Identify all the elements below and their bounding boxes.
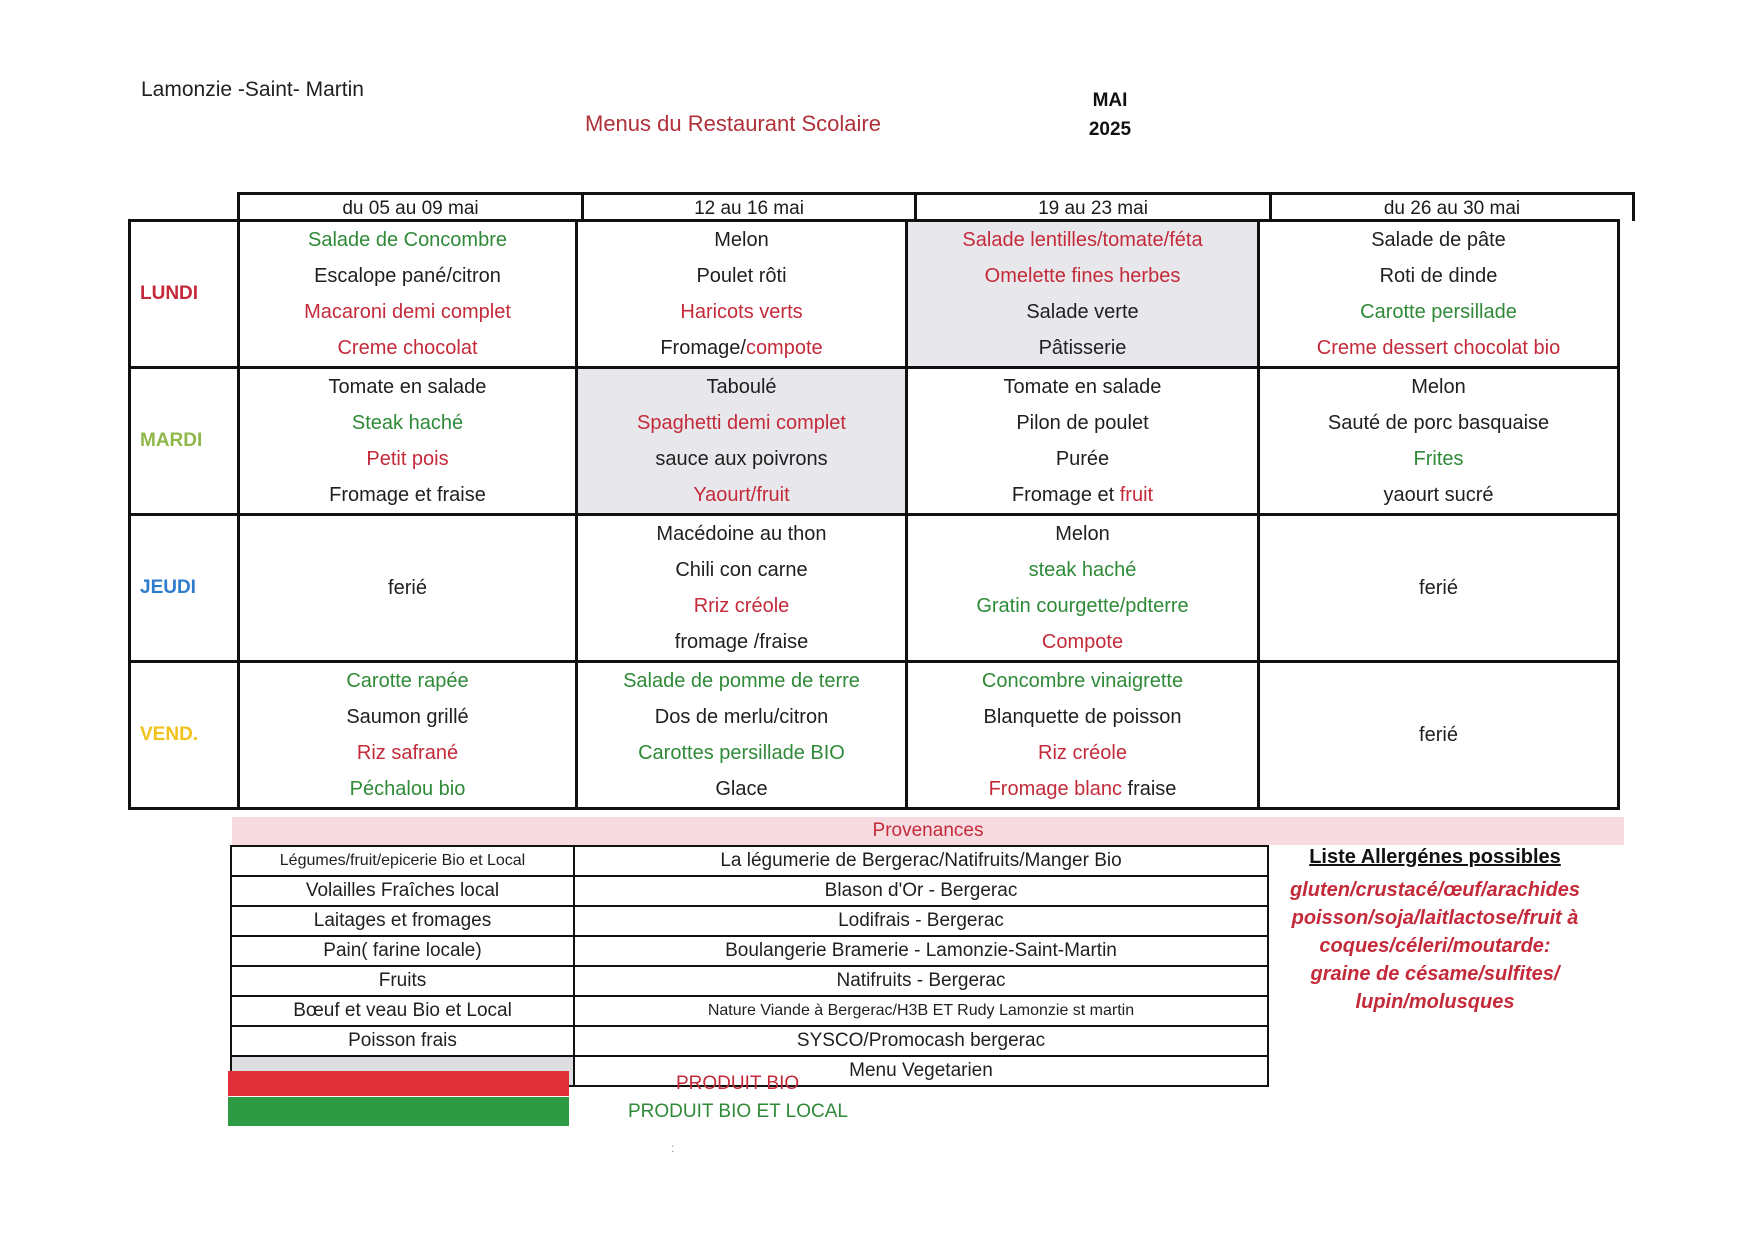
allergen-line: gluten/crustacé/œuf/arachides [1289,879,1581,901]
provenance-supplier: Lodifrais - Bergerac [574,906,1268,936]
provenance-source: Fruits [231,966,574,996]
menu-item-text: Fromage/ [660,337,746,359]
menu-item-text: Fromage blanc [988,778,1122,800]
menu-item-text: Fromage et [1011,484,1120,506]
menu-item-text: Saumon grillé [346,706,469,728]
menu-item-text: ferié [1419,724,1458,746]
menu-item [1260,330,1617,366]
menu-item [578,735,905,771]
menu-item [240,735,575,771]
menu-item-text: yaourt sucré [1383,484,1494,506]
menu-item [1260,717,1617,753]
menu-item-text: Creme chocolat [337,337,478,359]
menu-cell [239,221,577,368]
menu-item [908,552,1257,588]
day-label: JEUDI [130,515,239,662]
menu-item [908,405,1257,441]
menu-item-text: Roti de dinde [1379,265,1498,287]
page-title: Menus du Restaurant Scolaire [585,111,881,136]
menu-item-text: Riz safrané [356,742,459,764]
menu-item-text: Haricots verts [680,301,803,323]
menu-item-text: Taboulé [706,376,777,398]
provenance-supplier: Blason d'Or - Bergerac [574,876,1268,906]
menu-item [240,477,575,513]
week-2-header: 12 au 16 mai [581,195,914,221]
menu-item-text: Escalope pané/citron [314,265,501,287]
menu-item-text: Salade de Concombre [307,229,507,251]
menu-cell [907,515,1259,662]
menu-cell [907,368,1259,515]
menu-item [1260,222,1617,258]
provenance-row [231,876,1268,906]
menu-item-text: Spaghetti demi complet [636,412,846,434]
menu-item-text: Steak haché [351,412,464,434]
menu-row [130,368,1619,515]
menu-item-text: Salade verte [1026,301,1139,323]
menu-item [908,516,1257,552]
menu-item-text: Salade de pomme de terre [623,670,860,692]
menu-cell [577,368,907,515]
menu-item-text: Macédoine au thon [656,523,827,545]
menu-item-text: Carottes persillade BIO [638,742,845,764]
menu-cell [239,515,577,662]
menu-cell [1259,662,1619,809]
menu-item [240,369,575,405]
menu-item [908,369,1257,405]
menu-item [578,588,905,624]
menu-item-text: Macaroni demi complet [304,301,511,323]
menu-item-text: Yaourt/fruit [693,484,790,506]
menu-item-text: Melon [714,229,769,251]
menu-item [908,477,1257,513]
menu-item [908,699,1257,735]
menu-item [1260,294,1617,330]
legend-bio-label: PRODUIT BIO [676,1073,800,1094]
menu-item-text: Omelette fines herbes [984,265,1181,287]
menu-item [1260,477,1617,513]
provenance-source: Bœuf et veau Bio et Local [231,996,574,1026]
menu-item [240,771,575,807]
stray-mark: : [671,1141,675,1155]
allergen-title: Liste Allergénes possibles [1309,846,1561,868]
provenance-source: Poisson frais [231,1026,574,1056]
menu-item [1260,369,1617,405]
menu-item [908,258,1257,294]
menu-item-text: Carotte persillade [1360,301,1517,323]
provenance-row [231,846,1268,876]
menu-item [1260,405,1617,441]
menu-row [130,662,1619,809]
menu-cell [907,221,1259,368]
menu-item-text: Riz créole [1038,742,1127,764]
menu-item [578,699,905,735]
provenance-supplier: Boulangerie Bramerie - Lamonzie-Saint-Martin [574,936,1268,966]
menu-item-text: Sauté de porc basquaise [1327,412,1550,434]
provenance-source: Légumes/fruit/epicerie Bio et Local [231,846,574,876]
menu-item [578,294,905,330]
menu-item-text: Melon [1055,523,1110,545]
week-1-header: du 05 au 09 mai [342,198,479,219]
provenance-row [231,1026,1268,1056]
menu-item [578,405,905,441]
menu-cell [239,368,577,515]
provenance-source: Volailles Fraîches local [231,876,574,906]
menu-item [240,663,575,699]
menu-item-text: Purée [1055,448,1110,470]
menu-item [908,771,1257,807]
menu-item-text: fruit [1119,484,1154,506]
menu-item-text: Blanquette de poisson [983,706,1182,728]
provenance-supplier: SYSCO/Promocash bergerac [574,1026,1268,1056]
provenance-source: Laitages et fromages [231,906,574,936]
menu-item [908,294,1257,330]
menu-item-text: Salade de pâte [1371,229,1506,251]
menu-item-text: Fromage et fraise [329,484,486,506]
menu-item-text: Petit pois [366,448,449,470]
menu-item-text: Pâtisserie [1038,337,1127,359]
provenance-row [231,996,1268,1026]
menu-row [130,221,1619,368]
week-4-header: du 26 au 30 mai [1269,195,1632,221]
menu-item-text: ferié [1419,577,1458,599]
menu-item [908,588,1257,624]
menu-item [240,330,575,366]
allergen-list [1270,876,1600,1016]
provenance-supplier: La légumerie de Bergerac/Natifruits/Manger Bio [574,846,1268,876]
provenance-row [231,966,1268,996]
day-label: MARDI [130,368,239,515]
day-label: LUNDI [130,221,239,368]
allergen-line: lupin/molusques [1355,991,1515,1013]
menu-item-text: Gratin courgette/pdterre [976,595,1189,617]
provenance-supplier: Natifruits - Bergerac [574,966,1268,996]
menu-item-text: Carotte rapée [346,670,469,692]
menu-item [240,294,575,330]
month-year [1060,86,1160,144]
provenance-source: Pain( farine locale) [231,936,574,966]
menu-item [578,771,905,807]
menu-cell [577,662,907,809]
year-label: 2025 [1088,119,1132,140]
menu-item-text: Dos de merlu/citron [654,706,829,728]
menu-cell [577,515,907,662]
menu-cell [907,662,1259,809]
provenance-row [231,906,1268,936]
menu-item-text: ferié [388,577,427,599]
week-header [237,192,1635,221]
menu-item [578,552,905,588]
menu-item [908,222,1257,258]
menu-item-text: Chili con carne [675,559,808,581]
menu-item [240,222,575,258]
legend-bio-swatch [228,1071,569,1096]
menu-item-text: Concombre vinaigrette [981,670,1184,692]
month-label: MAI [1092,90,1128,111]
menu-cell [1259,221,1619,368]
menu-cell [577,221,907,368]
menu-item-text: steak haché [1028,559,1137,581]
menu-item [578,258,905,294]
menu-item [578,222,905,258]
week-3-header: 19 au 23 mai [914,195,1269,221]
menu-item [578,663,905,699]
menu-item-text: Salade lentilles/tomate/féta [962,229,1203,251]
menu-item [578,516,905,552]
menu-item-text: compote [745,337,823,359]
provenance-title: Provenances [872,820,984,841]
menu-item-text: Péchalou bio [349,778,466,800]
menu-item [240,405,575,441]
allergen-line: graine de césame/sulfites/ [1310,963,1560,985]
menu-item [578,441,905,477]
menu-item [240,441,575,477]
menu-item [908,735,1257,771]
menu-item [578,477,905,513]
provenance-table [230,845,1269,1087]
menu-item-text: Melon [1411,376,1466,398]
menu-item-text: sauce aux poivrons [655,448,828,470]
menu-item-text: fraise [1121,778,1177,800]
allergen-line: poisson/soja/laitlactose/fruit à [1291,907,1579,929]
menu-cell [239,662,577,809]
menu-cell [1259,515,1619,662]
menu-item [578,369,905,405]
menu-item-text: Tomate en salade [1003,376,1162,398]
menu-item [240,699,575,735]
day-label: VEND. [130,662,239,809]
menu-item-text: Tomate en salade [328,376,487,398]
provenance-supplier: Menu Vegetarien [574,1056,1268,1086]
legend-bio-local-label: PRODUIT BIO ET LOCAL [628,1101,848,1122]
menu-item [240,570,575,606]
provenance-row [231,936,1268,966]
menu-item [1260,441,1617,477]
menu-item [908,624,1257,660]
menu-item-text: Poulet rôti [696,265,787,287]
menu-item-text: Rriz créole [693,595,790,617]
menu-item [1260,570,1617,606]
menu-item-text: Creme dessert chocolat bio [1316,337,1561,359]
allergen-line: coques/céleri/moutarde: [1319,935,1551,957]
menu-item-text: fromage /fraise [674,631,809,653]
menu-item [908,330,1257,366]
menu-item [578,330,905,366]
menu-item-text: Glace [715,778,768,800]
menu-table [128,219,1620,810]
menu-item [908,663,1257,699]
menu-item [908,441,1257,477]
menu-item-text: Pilon de poulet [1016,412,1149,434]
provenance-supplier: Nature Viande à Bergerac/H3B ET Rudy Lamonzie st martin [574,996,1268,1026]
menu-item-text: Frites [1413,448,1464,470]
menu-item-text: Compote [1041,631,1124,653]
menu-row [130,515,1619,662]
legend-bio-local-swatch [228,1097,569,1126]
menu-item [1260,258,1617,294]
menu-cell [1259,368,1619,515]
menu-item [240,258,575,294]
menu-item [578,624,905,660]
town-name: Lamonzie -Saint- Martin [141,78,364,101]
